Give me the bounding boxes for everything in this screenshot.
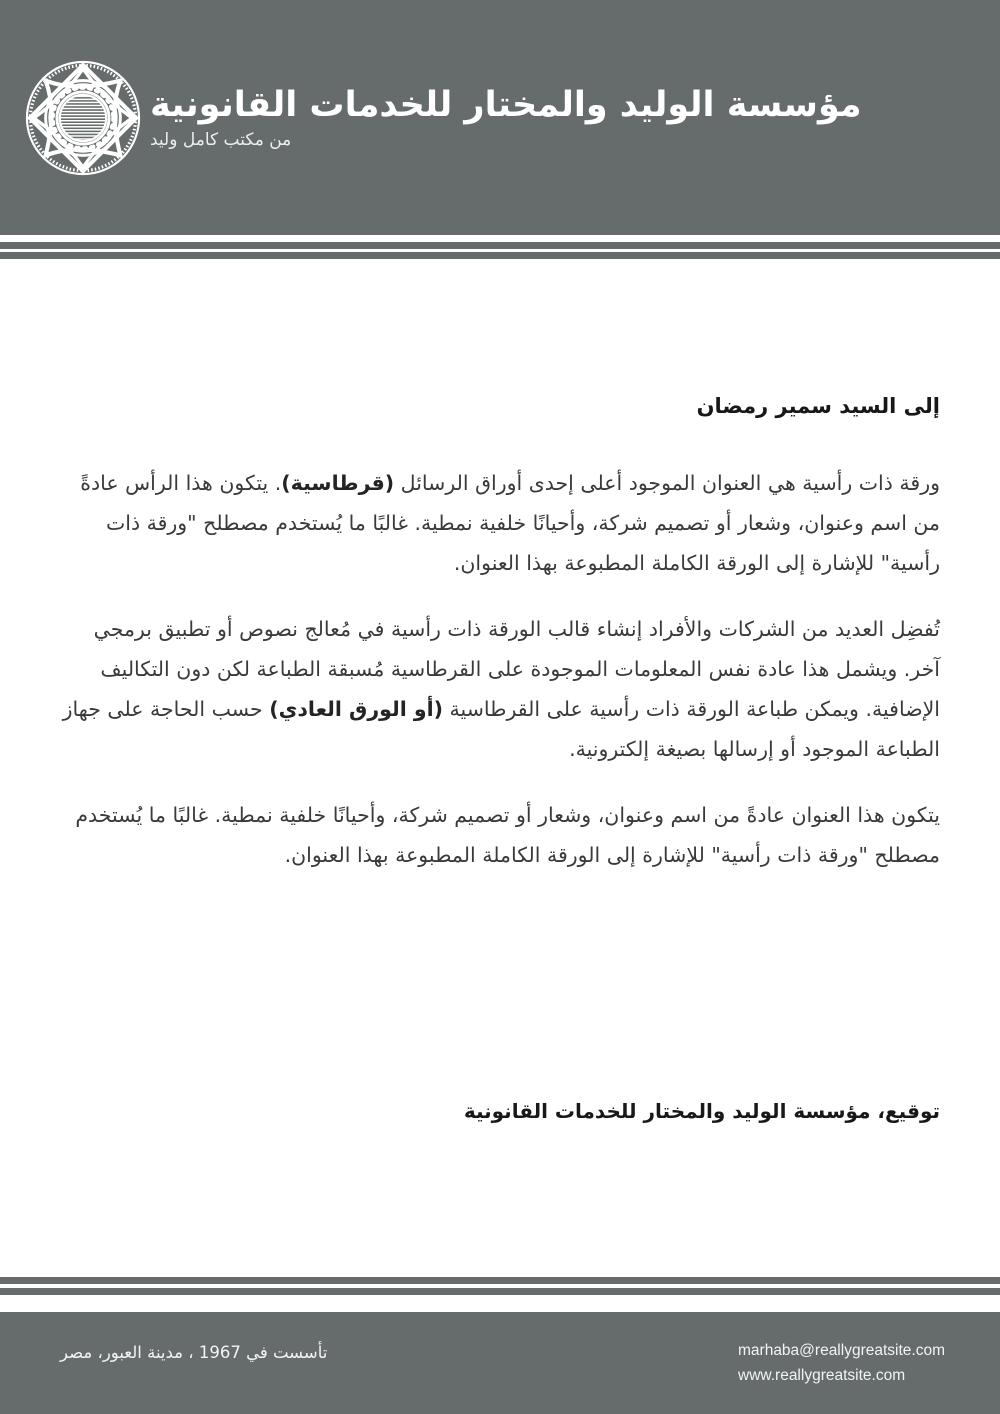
- footer-email[interactable]: marhaba@reallygreatsite.com: [738, 1342, 945, 1359]
- company-tagline: من مكتب كامل وليد: [150, 130, 292, 151]
- paragraph-text: . يتكون هذا الرأس عادةً من اسم وعنوان، وشعار أو تصميم شركة، وأحيانًا خلفية نمطية. غالبًا ما يُستخدم مصطلح "ورقة ذات رأسية" للإشارة إلى الورقة الكاملة المطبوعة بهذا العنوان.: [80, 471, 940, 575]
- emphasized-text: (قرطاسية): [281, 471, 395, 495]
- header-content: [0, 0, 1000, 235]
- header-divider-line-1: [0, 242, 1000, 249]
- paragraph-text: حسب الحاجة على جهاز الطباعة الموجود أو إرسالها بصيغة إلكترونية.: [62, 696, 940, 761]
- header-divider-line-2: [0, 252, 1000, 259]
- company-logo: [24, 59, 142, 177]
- footer-divider-line-2: [0, 1288, 1000, 1295]
- signature-line: توقيع، مؤسسة الوليد والمختار للخدمات القانونية: [463, 1099, 940, 1123]
- company-name: مؤسسة الوليد والمختار للخدمات القانونية: [150, 84, 862, 125]
- letter-paragraph: [60, 610, 940, 770]
- salutation: إلى السيد سمير رمضان: [696, 394, 940, 418]
- paragraph-text: ورقة ذات رأسية هي العنوان الموجود أعلى إحدى أوراق الرسائل: [394, 471, 940, 495]
- letter-paragraph: [60, 464, 940, 584]
- footer-about-text: تأسست في 1967 ، مدينة العبور، مصر: [60, 1343, 328, 1362]
- ornate-medallion-seal-icon: [24, 59, 142, 177]
- letter-paragraph: [60, 796, 940, 876]
- emphasized-text: (أو الورق العادي): [269, 696, 444, 721]
- paragraph-text: يتكون هذا العنوان عادةً من اسم وعنوان، وشعار أو تصميم شركة، وأحيانًا خلفية نمطية. غالبًا ما يُستخدم مصطلح "ورقة ذات رأسية" للإشارة إلى الورقة الكاملة المطبوعة بهذا العنوان.: [75, 802, 940, 867]
- footer-contact-block: [738, 1338, 945, 1388]
- letter-paragraphs: [60, 464, 940, 876]
- letter-body-area: [0, 259, 1000, 1277]
- paragraph-text: تُفضِل العديد من الشركات والأفراد إنشاء قالب الورقة ذات رأسية في مُعالج نصوص أو تطبيق برمجي آخر. ويشمل هذا عادة نفس المعلومات الموجودة على القرطاسية مُسبقة الطباعة لكن دون التكاليف الإضافية. ويمكن طباعة الورقة ذات رأسية على القرطاسية: [93, 616, 940, 721]
- brand-block: [142, 85, 862, 150]
- footer-content: [0, 1312, 1000, 1414]
- footer-divider-line-1: [0, 1277, 1000, 1284]
- footer-website[interactable]: www.reallygreatsite.com: [738, 1367, 906, 1385]
